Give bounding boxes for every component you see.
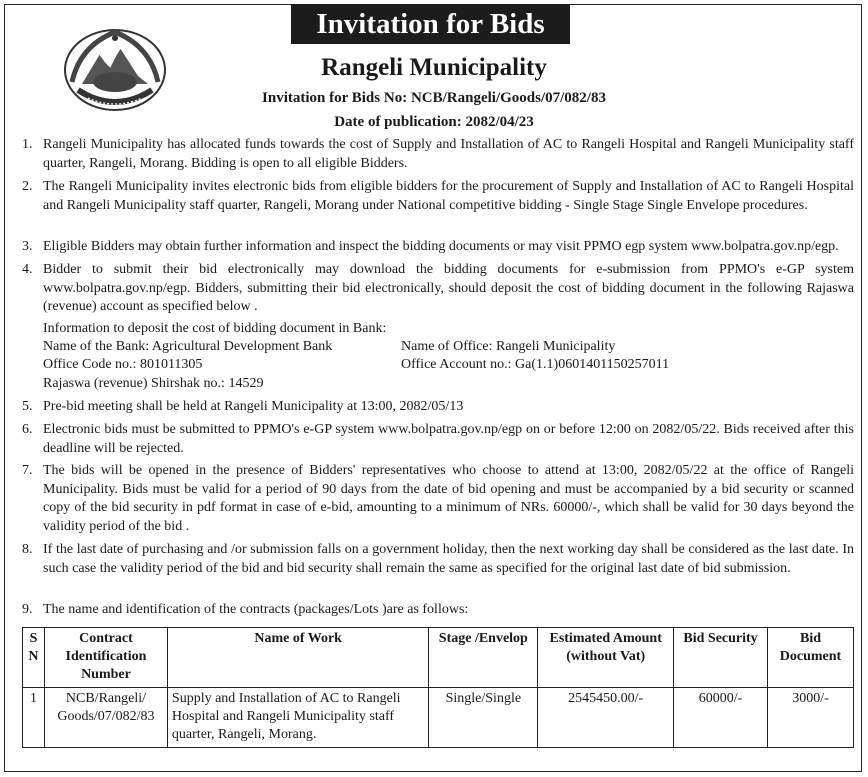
col-sn: S N: [23, 628, 45, 688]
list-item: 6. Electronic bids must be submitted to PPMO's e-GP system www.bolpatra.gov.np/egp on or before 12:00 on 2082/05/22. Bids received after this deadline will be rejected.: [22, 422, 854, 456]
col-name-of-work: Name of Work: [167, 628, 428, 688]
table-header-row: [23, 628, 854, 688]
title-banner: Invitation for Bids: [291, 4, 570, 44]
cell-bid-security: 60000/-: [674, 688, 768, 748]
list-item: 2. The Rangeli Municipality invites electronic bids from eligible bidders for the procurement of Supply and Installation of AC to Rangeli Hospital and Rangeli Municipality staff quarter, Rangeli, Morang under National competitive bidding - Single Stage Single Envelope procedures.: [22, 179, 854, 213]
contracts-table: [22, 627, 854, 748]
list-item: 8. If the last date of purchasing and /or submission falls on a government holiday, then the next working day shall be considered as the last date. In such case the validity period of the bid and bid security shall remain the same as specified for the original last date of bid submission.: [22, 542, 854, 576]
publication-date: Date of publication: 2082/04/23: [334, 114, 534, 130]
col-estimated-amount: Estimated Amount (without Vat): [538, 628, 674, 688]
office-account: Office Account no.: Ga(1.1)0601401150257011: [401, 357, 670, 373]
cell-stage-envelop: Single/Single: [429, 688, 538, 748]
list-item: 7. The bids will be opened in the presence of Bidders' representatives who choose to attend at 13:00, 2082/05/22 at the office of Rangeli Municipality. Bids must be valid for a period of 90 days from the date of bid opening and must be accompanied by a bid security or scanned copy of the bid security in pdf format in case of e-bid, amounting to a minimum of NRs. 60000/-, which shall be valid for 30 days beyond the validity period of the bid .: [22, 463, 854, 534]
table-row: [23, 688, 854, 748]
office-name: Name of Office: Rangeli Municipality: [401, 339, 616, 355]
cell-name-of-work: Supply and Installation of AC to Rangeli Hospital and Rangeli Municipality staff quarter, Rangeli, Morang.: [167, 688, 428, 748]
revenue-shirshak: Rajaswa (revenue) Shirshak no.: 14529: [43, 375, 264, 391]
list-item: 5. Pre-bid meeting shall be held at Rangeli Municipality at 13:00, 2082/05/13: [22, 399, 464, 414]
bank-heading: Information to deposit the cost of bidding document in Bank:: [43, 321, 387, 336]
bank-info: [43, 320, 670, 393]
col-bid-document: Bid Document: [768, 628, 854, 688]
ifb-number: Invitation for Bids No: NCB/Rangeli/Goods/07/082/83: [262, 90, 606, 106]
col-bid-security: Bid Security: [674, 628, 768, 688]
list-item: 1. Rangeli Municipality has allocated funds towards the cost of Supply and Installation of AC to Rangeli Hospital and Rangeli Municipality staff quarter, Rangeli, Morang. Bidding is open to all eligible Bidders.: [22, 137, 854, 171]
office-code: Office Code no.: 801011305: [43, 357, 203, 373]
cell-bid-document: 3000/-: [768, 688, 854, 748]
col-stage-envelop: Stage /Envelop: [429, 628, 538, 688]
organization-name: Rangeli Municipality: [321, 54, 547, 81]
cell-estimated-amount: 2545450.00/-: [538, 688, 674, 748]
list-item: 4. Bidder to submit their bid electronically may download the bidding documents for e-submission from PPMO's e-GP system www.bolpatra.gov.np/egp. Bidders, submitting their bid electronically, should deposit the cost of bidding document in the following Rajaswa (revenue) account as specified below .: [22, 262, 854, 314]
cell-contract-id: NCB/Rangeli/ Goods/07/082/83: [44, 688, 167, 748]
bank-name: Name of the Bank: Agricultural Development Bank: [43, 339, 333, 355]
col-contract-id: Contract Identification Number: [44, 628, 167, 688]
list-item: 3. Eligible Bidders may obtain further information and inspect the bidding documents or may visit PPMO egp system www.bolpatra.gov.np/egp.: [22, 239, 839, 254]
cell-sn: 1: [23, 688, 45, 748]
list-item: 9. The name and identification of the contracts (packages/Lots )are as follows:: [22, 602, 469, 617]
